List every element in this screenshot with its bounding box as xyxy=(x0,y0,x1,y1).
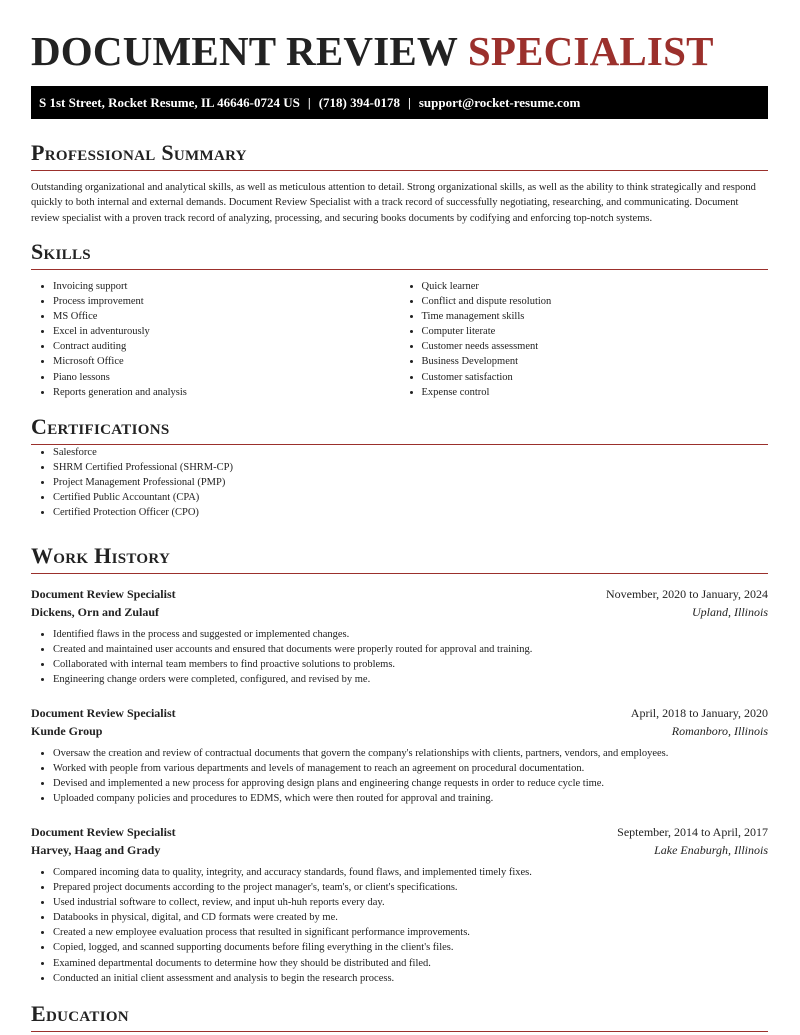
list-item: • Created and maintained user accounts and ensured that documents were properly routed for approval and training. xyxy=(53,642,768,657)
summary-heading: Professional Summary xyxy=(31,140,247,165)
list-item: • Uploaded company policies and procedures to EDMS, which were then routed for approval and training. xyxy=(53,791,768,806)
list-item: • Oversaw the creation and review of contractual documents that govern the company's relationships with clients, partners, vendors, and employees. xyxy=(53,746,768,761)
contact-separator: | xyxy=(407,95,411,110)
job-title: Document Review Specialist xyxy=(31,587,176,601)
list-item: • Customer satisfaction xyxy=(422,370,769,385)
list-item: • Worked with people from various departments and levels of management to reach an agreement on procedural documentation. xyxy=(53,761,768,776)
list-item: • Conflict and dispute resolution xyxy=(422,294,769,309)
list-item: • Expense control xyxy=(422,385,769,400)
certifications-list xyxy=(31,445,768,520)
work-history-section xyxy=(31,543,768,574)
section-divider xyxy=(31,1031,768,1032)
title-main: DOCUMENT REVIEW xyxy=(31,28,458,74)
list-item: • Contract auditing xyxy=(53,339,400,354)
job-company: Kunde Group xyxy=(31,724,103,738)
list-item: • Project Management Professional (PMP) xyxy=(53,475,768,490)
certifications-heading: Certifications xyxy=(31,414,170,439)
list-item: • Created a new employee evaluation process that resulted in significant performance improvements. xyxy=(53,925,768,940)
skills-heading: Skills xyxy=(31,239,91,264)
list-item: • Piano lessons xyxy=(53,370,400,385)
summary-section xyxy=(31,140,768,226)
job-dates: November, 2020 to January, 2024 xyxy=(605,587,768,601)
skills-grid xyxy=(31,279,768,400)
job-dates: April, 2018 to January, 2020 xyxy=(630,706,768,720)
job-title: Document Review Specialist xyxy=(31,825,176,839)
job-location: Upland, Illinois xyxy=(691,605,768,619)
section-divider xyxy=(31,573,768,574)
list-item: • Examined departmental documents to determine how they should be distributed and filed. xyxy=(53,956,768,971)
section-divider xyxy=(31,269,768,270)
list-item: • Invoicing support xyxy=(53,279,400,294)
work-history-heading: Work History xyxy=(31,543,171,568)
job-title: Document Review Specialist xyxy=(31,706,176,720)
list-item: • Salesforce xyxy=(53,445,768,460)
list-item: • Databooks in physical, digital, and CD formats were created by me. xyxy=(53,910,768,925)
list-item: • Collaborated with internal team members to find proactive solutions to problems. xyxy=(53,657,768,672)
contact-separator: | xyxy=(307,95,311,110)
list-item: • Time management skills xyxy=(422,309,769,324)
list-item: • Computer literate xyxy=(422,324,769,339)
list-item: • Certified Public Accountant (CPA) xyxy=(53,490,768,505)
job-company: Harvey, Haag and Grady xyxy=(31,843,161,857)
contact-address: S 1st Street, Rocket Resume, IL 46646-0724 US xyxy=(39,95,300,110)
contact-email[interactable]: support@rocket-resume.com xyxy=(418,95,581,110)
list-item: • Engineering change orders were completed, configured, and revised by me. xyxy=(53,672,768,687)
list-item: • Devised and implemented a new process for approving design plans and engineering change requests in order to reduce cycle time. xyxy=(53,776,768,791)
list-item: • Conducted an initial client assessment and analysis to begin the research process. xyxy=(53,971,768,986)
job-bullets xyxy=(31,746,768,806)
list-item: • SHRM Certified Professional (SHRM-CP) xyxy=(53,460,768,475)
section-divider xyxy=(31,170,768,171)
list-item: • Process improvement xyxy=(53,294,400,309)
list-item: • MS Office xyxy=(53,309,400,324)
list-item: • Reports generation and analysis xyxy=(53,385,400,400)
job-bullets xyxy=(31,865,768,986)
summary-text: Outstanding organizational and analytical skills, as well as meticulous attention to detail. Strong organizational skills, as well as the ability to think strategically and respond quickly to both internal and external demands. Document Review Specialist with a track record of successfully negotiating, researching, and communicating. Document review specialist with a proven track record of analyzing, processing, and securing books documents by codifying and enforcing top-notch systems. xyxy=(31,182,756,224)
page-title xyxy=(31,28,714,74)
job-entry xyxy=(31,823,768,986)
list-item: • Copied, logged, and scanned supporting documents before filing everything in the client's files. xyxy=(53,940,768,955)
skills-list-right xyxy=(400,279,769,400)
job-dates: September, 2014 to April, 2017 xyxy=(617,825,768,839)
education-heading: Education xyxy=(31,1001,129,1026)
list-item: • Certified Protection Officer (CPO) xyxy=(53,505,768,520)
skills-list-left xyxy=(31,279,400,400)
education-section xyxy=(31,1001,768,1032)
list-item: • Microsoft Office xyxy=(53,354,400,369)
list-item: • Used industrial software to collect, review, and input uh-huh reports every day. xyxy=(53,895,768,910)
contact-bar xyxy=(31,86,768,119)
list-item: • Business Development xyxy=(422,354,769,369)
job-location: Lake Enaburgh, Illinois xyxy=(654,843,768,857)
job-entry xyxy=(31,704,768,806)
skills-section xyxy=(31,239,768,400)
list-item: • Quick learner xyxy=(422,279,769,294)
certifications-section xyxy=(31,414,768,520)
job-location: Romanboro, Illinois xyxy=(671,724,768,738)
list-item: • Excel in adventurously xyxy=(53,324,400,339)
list-item: • Identified flaws in the process and suggested or implemented changes. xyxy=(53,627,768,642)
title-accent: SPECIALIST xyxy=(467,28,714,74)
job-entry xyxy=(31,585,768,687)
list-item: • Compared incoming data to quality, integrity, and accuracy standards, found flaws, and implemented timely fixes. xyxy=(53,865,768,880)
job-company: Dickens, Orn and Zulauf xyxy=(31,605,160,619)
job-bullets xyxy=(31,627,768,687)
list-item: • Customer needs assessment xyxy=(422,339,769,354)
contact-phone: (718) 394-0178 xyxy=(318,95,400,110)
list-item: • Prepared project documents according to the project manager's, team's, or client's specifications. xyxy=(53,880,768,895)
